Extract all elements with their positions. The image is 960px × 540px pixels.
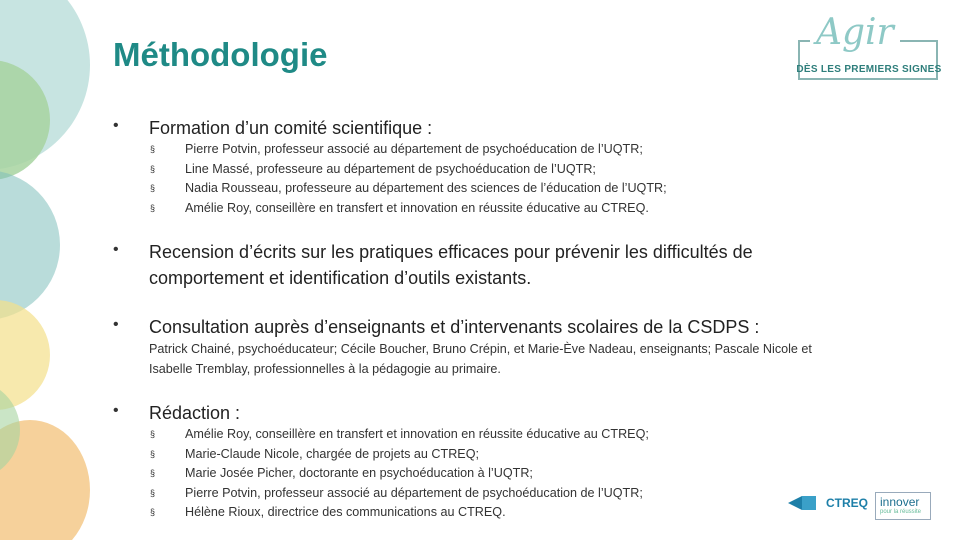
section-redaction [113, 400, 240, 426]
consultation-note: Patrick Chainé, psychoéducateur; Cécile Boucher, Bruno Crépin, et Marie-Ève Nadeau, enseignants; Pascale Nicole et Isabelle Tremblay, professionnelles à la pédagogie au primaire. [149, 342, 812, 376]
square-bullet-icon: § [150, 448, 156, 459]
list-item: § Line Massé, professeure au département de psychoéducation de l’UQTR; [150, 160, 667, 180]
innover-logo [875, 492, 931, 520]
bullet-icon: • [113, 117, 119, 134]
agir-logo-word: Agir [810, 12, 900, 53]
bullet-icon: • [113, 402, 119, 419]
square-bullet-icon: § [150, 507, 156, 517]
list-item: § Marie-Claude Nicole, chargée de projets au CTREQ; [150, 445, 649, 465]
section-heading: Recension d’écrits sur les pratiques efficaces pour prévenir les difficultés de comportement et identification d’outils existants. [149, 242, 753, 288]
square-bullet-icon: § [150, 144, 156, 154]
list-item: § Amélie Roy, conseillère en transfert et innovation en réussite éducative au CTREQ; [150, 425, 649, 445]
ctreq-mark-icon [788, 492, 822, 514]
ctreq-logo [788, 492, 868, 514]
square-bullet-icon: § [150, 202, 156, 213]
bullet-icon: • [113, 316, 119, 333]
section-heading: Rédaction : [149, 403, 241, 423]
agir-logo-tagline: DÈS LES PREMIERS SIGNES [796, 64, 942, 75]
deco-circle-yellow [0, 300, 50, 410]
square-bullet-icon: § [150, 163, 156, 174]
list-item: § Hélène Rioux, directrice des communications au CTREQ. [150, 503, 649, 523]
square-bullet-icon: § [150, 487, 156, 498]
comite-list [150, 140, 667, 218]
section-recension [113, 239, 753, 291]
ctreq-logo-text: CTREQ [826, 496, 868, 510]
list-item: § Marie Josée Picher, doctorante en psychoéducation à l’UQTR; [150, 464, 649, 484]
list-item: § Pierre Potvin, professeur associé au département de psychoéducation de l’UQTR; [150, 484, 649, 504]
square-bullet-icon: § [150, 468, 156, 478]
section-heading: Formation d’un comité scientifique : [149, 118, 433, 138]
section-heading: Consultation auprès d’enseignants et d’intervenants scolaires de la CSDPS : [149, 317, 760, 337]
list-item: § Nadia Rousseau, professeure au département des sciences de l’éducation de l’UQTR; [150, 179, 667, 199]
deco-circle-teal-2 [0, 170, 60, 320]
square-bullet-icon: § [150, 183, 156, 193]
square-bullet-icon: § [150, 429, 156, 439]
innover-logo-sub: pour la réussite [880, 509, 922, 515]
list-item: § Pierre Potvin, professeur associé au département de psychoéducation de l’UQTR; [150, 140, 667, 160]
innover-logo-word: innover [880, 495, 920, 509]
bullet-icon: • [113, 241, 119, 258]
section-comite [113, 115, 432, 141]
redaction-list [150, 425, 649, 523]
slide-title: Méthodologie [113, 36, 328, 73]
section-consultation [113, 314, 759, 340]
agir-logo [796, 14, 942, 82]
decorative-circles [0, 0, 110, 540]
list-item: § Amélie Roy, conseillère en transfert et innovation en réussite éducative au CTREQ. [150, 199, 667, 219]
